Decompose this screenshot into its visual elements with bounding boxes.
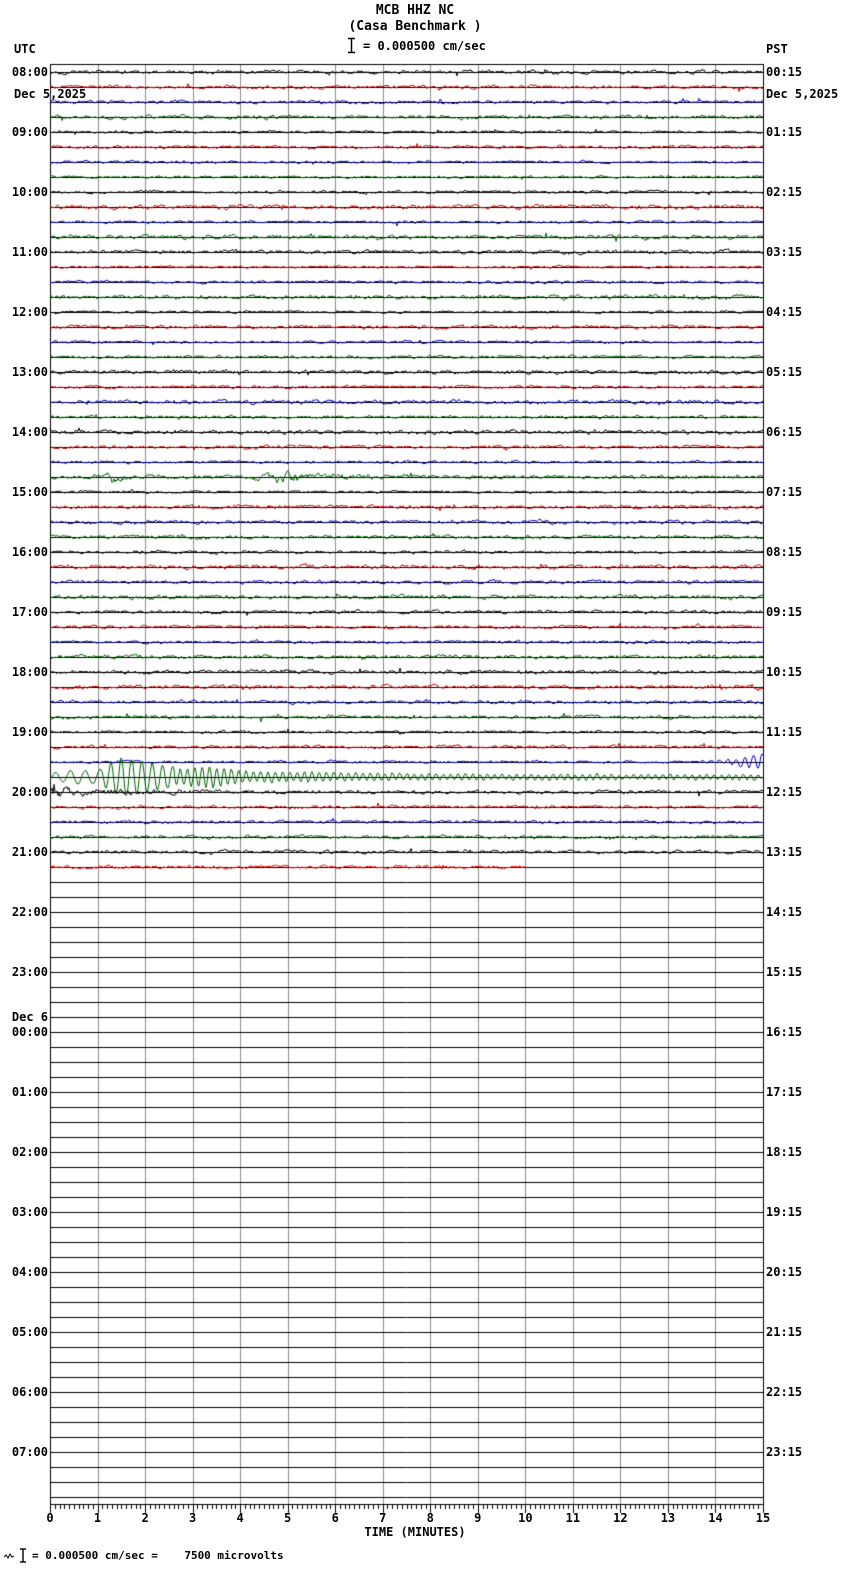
x-tick-label: 12 xyxy=(613,1511,628,1525)
footer-scale-bar-icon xyxy=(19,1548,27,1563)
pst-hour-label: 07:15 xyxy=(766,485,803,499)
x-tick-label: 10 xyxy=(518,1511,533,1525)
pst-hour-label: 13:15 xyxy=(766,845,803,859)
x-tick-label: 11 xyxy=(565,1511,581,1525)
utc-hour-label: 07:00 xyxy=(11,1445,48,1459)
scale-label: = 0.000500 cm/sec xyxy=(363,38,486,53)
scale-bar-icon xyxy=(347,37,356,54)
utc-hour-label: 14:00 xyxy=(11,425,48,439)
page-title: MCB HHZ NC xyxy=(375,3,455,18)
utc-hour-label: 16:00 xyxy=(11,545,48,559)
x-tick-label: 7 xyxy=(379,1511,387,1525)
utc-hour-label: 12:00 xyxy=(11,305,48,319)
pst-hour-label: 01:15 xyxy=(766,125,803,139)
pst-hour-label: 02:15 xyxy=(766,185,803,199)
utc-hour-label: 11:00 xyxy=(11,245,48,259)
pst-hour-label: 21:15 xyxy=(766,1325,803,1339)
pst-hour-label: 00:15 xyxy=(766,65,803,79)
utc-hour-label: 13:00 xyxy=(11,365,48,379)
utc-hour-label: 20:00 xyxy=(11,785,48,799)
pst-hour-label: 23:15 xyxy=(766,1445,803,1459)
pst-hour-label: 14:15 xyxy=(766,905,803,919)
x-tick-label: 8 xyxy=(426,1511,434,1525)
calibration-label: = 0.000500 cm/sec = 7500 microvolts xyxy=(32,1549,284,1562)
pst-hour-label: 04:15 xyxy=(766,305,803,319)
utc-date-label: Dec 5,2025 xyxy=(14,87,87,101)
pst-hour-label: 06:15 xyxy=(766,425,803,439)
pst-hour-label: 22:15 xyxy=(766,1385,803,1399)
pst-tz-label: PST xyxy=(766,42,788,56)
pst-hour-label: 03:15 xyxy=(766,245,803,259)
utc-hour-label: 09:00 xyxy=(11,125,48,139)
footer-wave-icon xyxy=(4,1552,14,1560)
utc-hour-label: 00:00 xyxy=(11,1025,48,1039)
scale-legend xyxy=(347,37,486,54)
pst-hour-label: 20:15 xyxy=(766,1265,803,1279)
pst-hour-label: 15:15 xyxy=(766,965,803,979)
pst-hour-label: 12:15 xyxy=(766,785,803,799)
x-tick-label: 0 xyxy=(46,1511,54,1525)
utc-tz-label: UTC xyxy=(14,42,36,56)
utc-hour-label: 21:00 xyxy=(11,845,48,859)
utc-day-break-label: Dec 6 xyxy=(11,1010,48,1024)
x-tick-label: 4 xyxy=(236,1511,244,1525)
x-tick-label: 14 xyxy=(708,1511,723,1525)
pst-hour-label: 19:15 xyxy=(766,1205,803,1219)
utc-hour-label: 04:00 xyxy=(11,1265,48,1279)
pst-hour-label: 17:15 xyxy=(766,1085,803,1099)
x-tick-label: 9 xyxy=(474,1511,482,1525)
pst-hour-label: 10:15 xyxy=(766,665,803,679)
utc-hour-label: 02:00 xyxy=(11,1145,48,1159)
x-tick-label: 3 xyxy=(188,1511,197,1525)
pst-hour-label: 05:15 xyxy=(766,365,803,379)
utc-hour-label: 23:00 xyxy=(11,965,48,979)
x-tick-label: 2 xyxy=(141,1511,149,1525)
pst-date-label: Dec 5,2025 xyxy=(766,87,839,101)
x-tick-label: 6 xyxy=(331,1511,339,1525)
pst-hour-label: 09:15 xyxy=(766,605,803,619)
pst-hour-label: 08:15 xyxy=(766,545,803,559)
utc-hour-label: 05:00 xyxy=(11,1325,48,1339)
x-tick-label: 1 xyxy=(93,1511,102,1525)
utc-hour-label: 15:00 xyxy=(11,485,48,499)
utc-hour-label: 18:00 xyxy=(11,665,48,679)
utc-hour-label: 22:00 xyxy=(11,905,48,919)
x-axis-label: TIME (MINUTES) xyxy=(364,1525,466,1539)
page-subtitle: (Casa Benchmark ) xyxy=(348,19,482,34)
utc-hour-label: 17:00 xyxy=(11,605,48,619)
pst-hour-label: 16:15 xyxy=(766,1025,803,1039)
utc-hour-label: 01:00 xyxy=(11,1085,48,1099)
pst-hour-label: 11:15 xyxy=(766,725,803,739)
utc-hour-label: 06:00 xyxy=(11,1385,48,1399)
x-tick-label: 15 xyxy=(755,1511,771,1525)
utc-hour-label: 10:00 xyxy=(11,185,48,199)
x-tick-label: 5 xyxy=(284,1511,292,1525)
pst-hour-label: 18:15 xyxy=(766,1145,803,1159)
utc-hour-label: 19:00 xyxy=(11,725,48,739)
utc-hour-label: 08:00 xyxy=(11,65,48,79)
utc-hour-label: 03:00 xyxy=(11,1205,48,1219)
calibration-footer xyxy=(4,1548,284,1563)
x-tick-label: 13 xyxy=(660,1511,676,1525)
